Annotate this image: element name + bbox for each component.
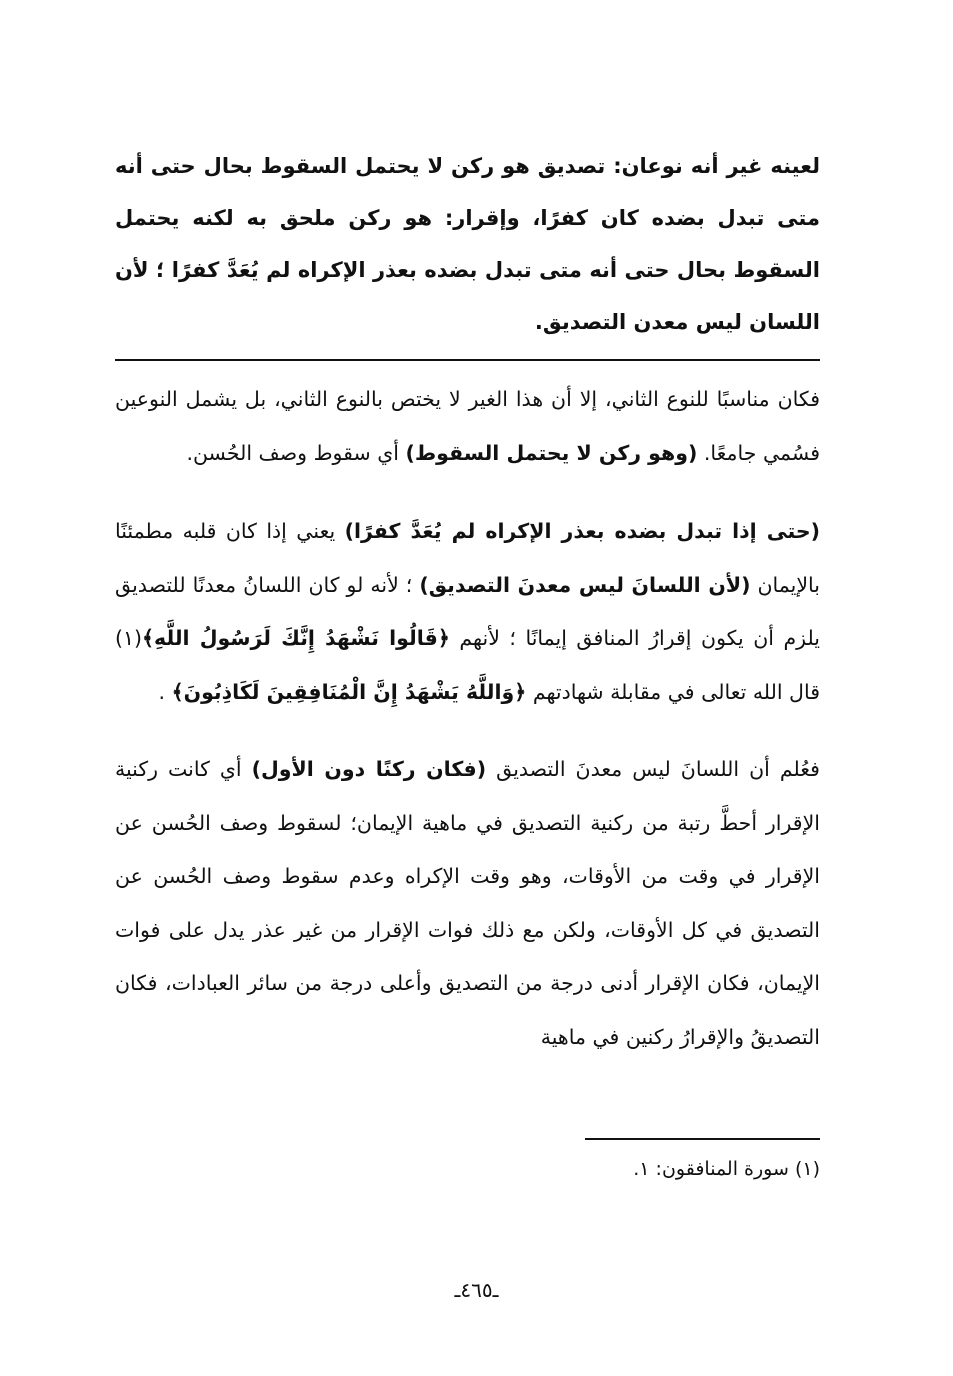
- sharh-paragraph-1: [115, 373, 820, 480]
- sharh-text-run: ؛ لأنه لو كان اللسانُ معدنًا للتصديق يلزم أن يكون إقرارُ المنافق إيمانًا ؛ لأنهم: [115, 572, 820, 650]
- sharh-text-run: (١) قال الله تعالى في مقابلة شهادتهم: [115, 626, 820, 704]
- sharh-text-run: .: [158, 679, 166, 704]
- footnote: (١) سورة المنافقون: ١.: [633, 1158, 820, 1180]
- matn-quote: (لأن اللسانَ ليس معدنَ التصديق): [419, 572, 751, 597]
- sharh-text-run: فكان مناسبًا للنوع الثاني، إلا أن هذا الغير لا يختص بالنوع الثاني، بل يشمل النوعين فسُمي جامعًا.: [115, 387, 820, 465]
- matn-text: [115, 140, 820, 348]
- sharh-text-run: أي كانت ركنية الإقرار أحطَّ رتبة من ركنية التصديق في ماهية الإيمان؛ لسقوط وصف الحُسن عن الإقرار في وقت من الأوقات، وهو وقت الإكراه وعدم سقوط وصف الحُسن عن التصديق في كل الأوقات، ولكن مع ذلك فوات الإقرار من غير عذر يدل على فوات الإيمان، فكان الإقرار أدنى درجة من التصديق وأعلى درجة من سائر العبادات، فكان التصديقُ والإقرارُ ركنين في ماهية: [115, 757, 820, 1049]
- matn-quote: (فكان ركنًا دون الأول): [251, 757, 487, 781]
- matn-quote: (حتى إذا تبدل بضده بعذر الإكراه لم يُعَدَّ كفرًا): [344, 519, 820, 543]
- sharh-text-run: يعني إذا كان قلبه مطمئنًا بالإيمان: [115, 519, 820, 597]
- sharh-text-run: فعُلم أن اللسانَ ليس معدنَ التصديق: [496, 757, 820, 781]
- sharh-paragraph-3: [115, 743, 820, 1064]
- separator-rule: [115, 359, 820, 361]
- matn-paragraph: لعينه غير أنه نوعان: تصديق هو ركن لا يحتمل السقوط بحال حتى أنه متى تبدل بضده كان كفرًا، وإقرار: هو ركن ملحق به لكنه يحتمل السقوط بحال حتى أنه متى تبدل بضده بعذر الإكراه لم يُعَدَّ كفرًا ؛ لأن اللسان ليس معدن التصديق.: [115, 154, 820, 334]
- footnote-separator: [585, 1138, 820, 1140]
- quran-verse: ﴿وَاللَّهُ يَشْهَدُ إِنَّ الْمُنَافِقِينَ لَكَاذِبُونَ﴾: [171, 679, 527, 704]
- matn-quote: (وهو ركن لا يحتمل السقوط): [405, 440, 698, 465]
- sharh-text: [115, 373, 820, 1064]
- page-number: ـ٤٦٥ـ: [454, 1278, 499, 1302]
- sharh-paragraph-2: [115, 505, 820, 719]
- quran-verse: ﴿قَالُوا نَشْهَدُ إِنَّكَ لَرَسُولُ اللَّهِ﴾: [142, 626, 450, 650]
- sharh-text-run: أي سقوط وصف الحُسن.: [186, 440, 399, 465]
